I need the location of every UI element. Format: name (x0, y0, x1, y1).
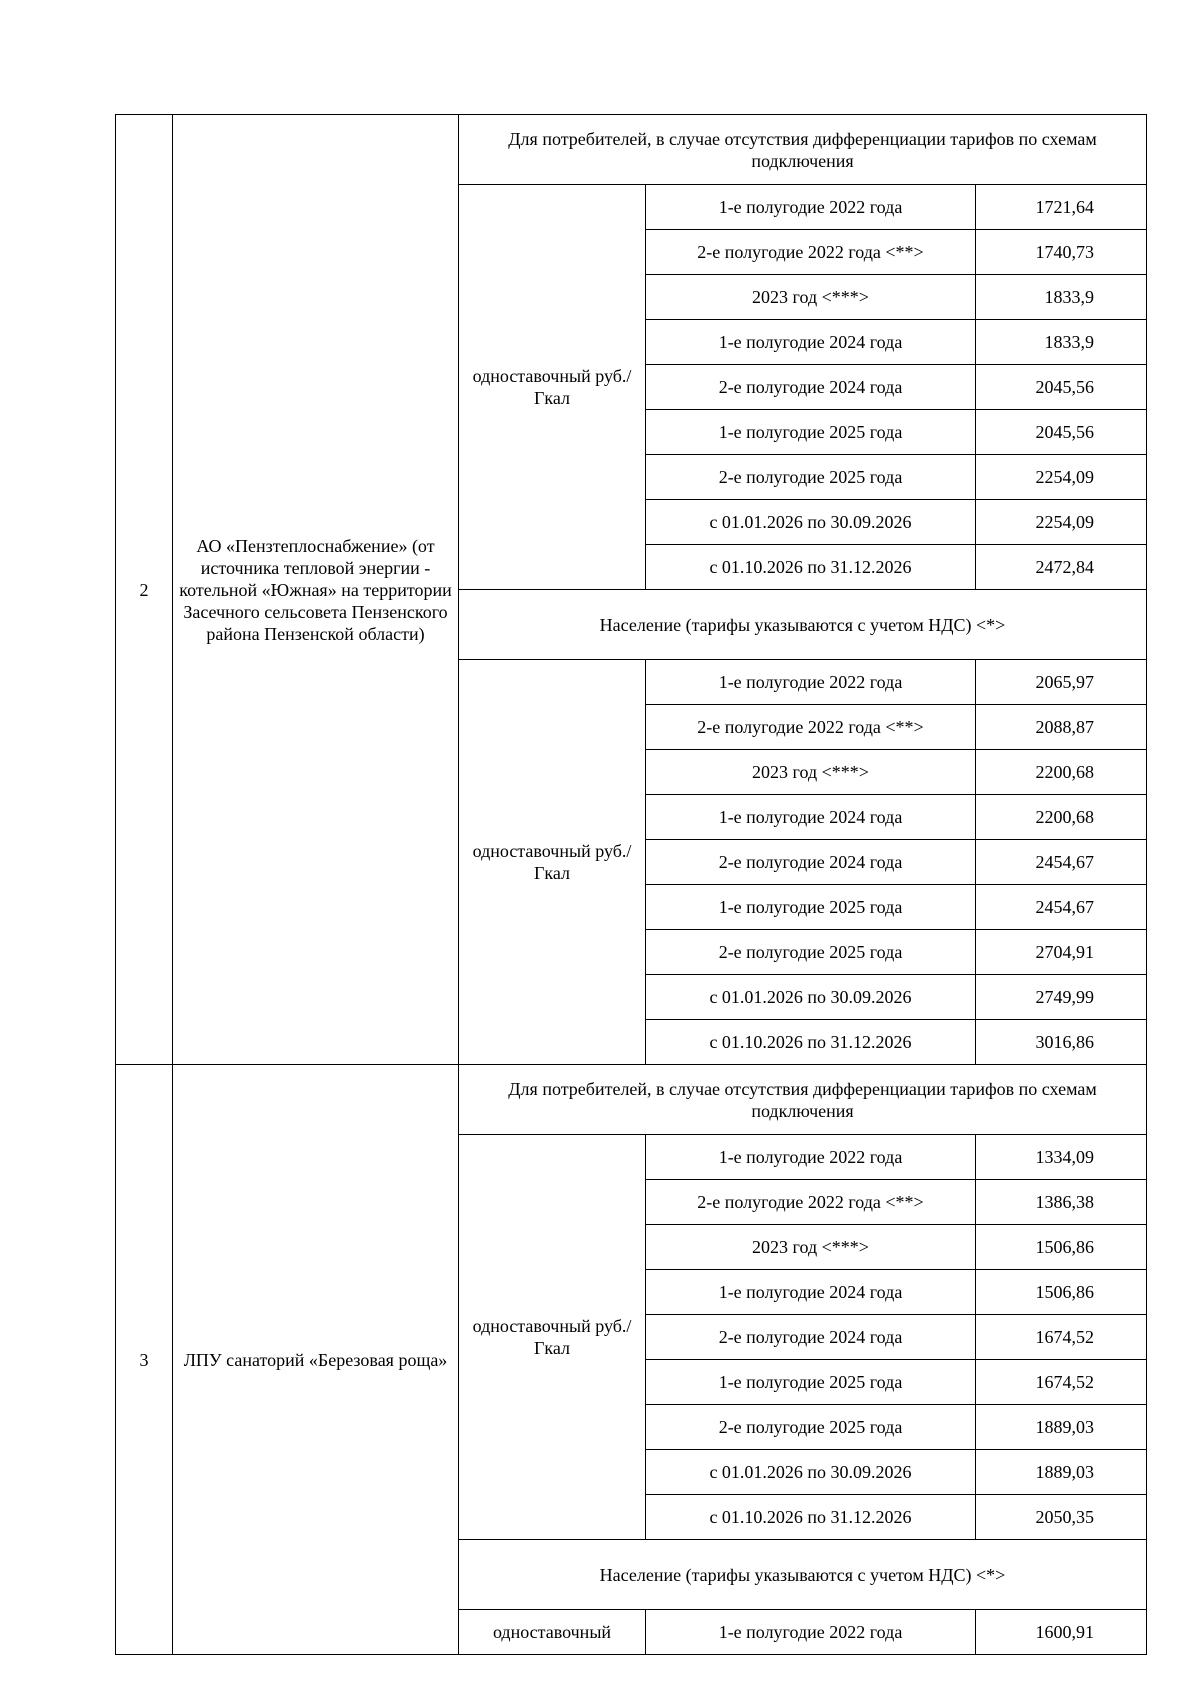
period-cell: 2-е полугодие 2022 года <**> (646, 705, 976, 750)
period-cell: 2023 год <***> (646, 275, 976, 320)
section-header-cell: Для потребителей, в случае отсутствия дифференциации тарифов по схемам подключения (459, 115, 1147, 185)
section-header-cell: Население (тарифы указываются с учетом НДС) <*> (459, 590, 1147, 660)
tariff-value-cell: 1386,38 (976, 1180, 1147, 1225)
organization-cell: ЛПУ санаторий «Березовая роща» (173, 1065, 459, 1655)
tariff-value-cell: 2200,68 (976, 795, 1147, 840)
row-number-cell: 3 (116, 1065, 173, 1655)
section-header-cell: Для потребителей, в случае отсутствия дифференциации тарифов по схемам подключения (459, 1065, 1147, 1135)
period-cell: с 01.01.2026 по 30.09.2026 (646, 500, 976, 545)
tariff-value-cell: 1674,52 (976, 1315, 1147, 1360)
rate-type-cell: одноставочный (459, 1610, 646, 1655)
section-header-cell: Население (тарифы указываются с учетом НДС) <*> (459, 1540, 1147, 1610)
tariff-value-cell: 1740,73 (976, 230, 1147, 275)
section-header-row (116, 115, 1147, 185)
tariff-table (115, 114, 1147, 1655)
tariff-value-cell: 2749,99 (976, 975, 1147, 1020)
period-cell: 2-е полугодие 2025 года (646, 930, 976, 975)
period-cell: с 01.10.2026 по 31.12.2026 (646, 1495, 976, 1540)
tariff-value-cell: 2088,87 (976, 705, 1147, 750)
period-cell: 1-е полугодие 2024 года (646, 1270, 976, 1315)
period-cell: 2-е полугодие 2022 года <**> (646, 230, 976, 275)
tariff-value-cell: 1674,52 (976, 1360, 1147, 1405)
tariff-value-cell: 2050,35 (976, 1495, 1147, 1540)
rate-type-cell: одноставочный руб./Гкал (459, 1135, 646, 1540)
tariff-value-cell: 2254,09 (976, 455, 1147, 500)
period-cell: 1-е полугодие 2025 года (646, 1360, 976, 1405)
tariff-value-cell: 2472,84 (976, 545, 1147, 590)
tariff-value-cell: 1506,86 (976, 1225, 1147, 1270)
period-cell: 1-е полугодие 2022 года (646, 185, 976, 230)
period-cell: с 01.10.2026 по 31.12.2026 (646, 1020, 976, 1065)
period-cell: с 01.01.2026 по 30.09.2026 (646, 1450, 976, 1495)
period-cell: 2-е полугодие 2024 года (646, 840, 976, 885)
period-cell: 2023 год <***> (646, 1225, 976, 1270)
period-cell: 1-е полугодие 2025 года (646, 410, 976, 455)
tariff-value-cell: 1833,9 (976, 275, 1147, 320)
tariff-value-cell: 1600,91 (976, 1610, 1147, 1655)
tariff-value-cell: 1506,86 (976, 1270, 1147, 1315)
period-cell: 2-е полугодие 2025 года (646, 1405, 976, 1450)
period-cell: 1-е полугодие 2024 года (646, 795, 976, 840)
organization-cell: АО «Пензтеплоснабжение» (от источника тепловой энергии - котельной «Южная» на территории Засечного сельсовета Пензенского района Пензенской области) (173, 115, 459, 1065)
tariff-value-cell: 2704,91 (976, 930, 1147, 975)
tariff-value-cell: 1889,03 (976, 1405, 1147, 1450)
tariff-value-cell: 2454,67 (976, 840, 1147, 885)
period-cell: 2-е полугодие 2024 года (646, 365, 976, 410)
row-number-cell: 2 (116, 115, 173, 1065)
tariff-value-cell: 2065,97 (976, 660, 1147, 705)
tariff-value-cell: 1721,64 (976, 185, 1147, 230)
tariff-value-cell: 1334,09 (976, 1135, 1147, 1180)
tariff-value-cell: 3016,86 (976, 1020, 1147, 1065)
period-cell: 1-е полугодие 2024 года (646, 320, 976, 365)
tariff-value-cell: 1889,03 (976, 1450, 1147, 1495)
period-cell: 2023 год <***> (646, 750, 976, 795)
tariff-value-cell: 2045,56 (976, 410, 1147, 455)
rate-type-cell: одноставочный руб./Гкал (459, 660, 646, 1065)
period-cell: с 01.10.2026 по 31.12.2026 (646, 545, 976, 590)
section-header-row (116, 1065, 1147, 1135)
period-cell: 1-е полугодие 2022 года (646, 1135, 976, 1180)
period-cell: с 01.01.2026 по 30.09.2026 (646, 975, 976, 1020)
tariff-value-cell: 2045,56 (976, 365, 1147, 410)
tariff-value-cell: 2200,68 (976, 750, 1147, 795)
tariff-value-cell: 1833,9 (976, 320, 1147, 365)
tariff-value-cell: 2454,67 (976, 885, 1147, 930)
period-cell: 1-е полугодие 2025 года (646, 885, 976, 930)
period-cell: 2-е полугодие 2022 года <**> (646, 1180, 976, 1225)
period-cell: 2-е полугодие 2025 года (646, 455, 976, 500)
tariff-value-cell: 2254,09 (976, 500, 1147, 545)
period-cell: 2-е полугодие 2024 года (646, 1315, 976, 1360)
rate-type-cell: одноставочный руб./Гкал (459, 185, 646, 590)
period-cell: 1-е полугодие 2022 года (646, 660, 976, 705)
period-cell: 1-е полугодие 2022 года (646, 1610, 976, 1655)
